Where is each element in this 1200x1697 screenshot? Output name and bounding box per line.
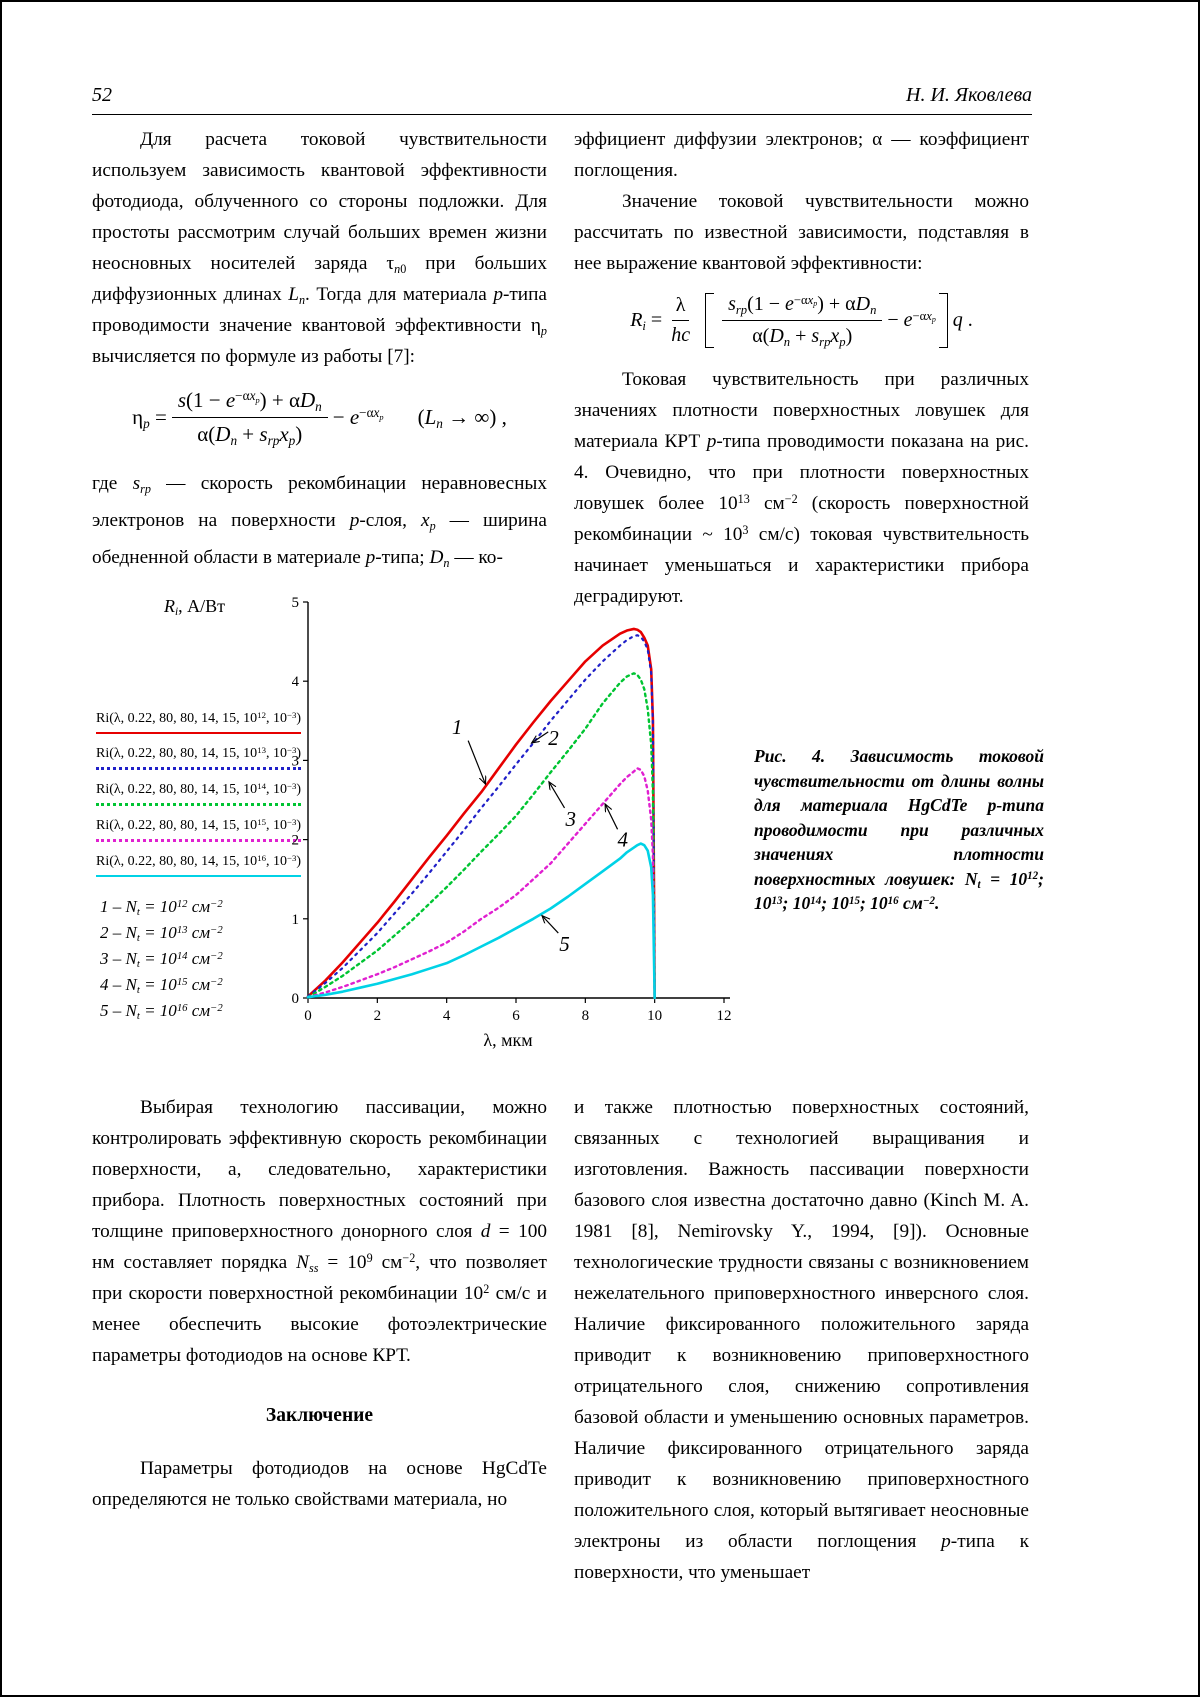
trace-label: $2 - N_t = 10^{13}$ $см^{-2}$ <box>100 923 223 945</box>
right-column-top <box>574 124 1029 612</box>
left-bracket <box>705 293 714 348</box>
annotation-arrow-5 <box>542 916 558 933</box>
svg-text:2: 2 <box>373 1008 382 1024</box>
formula-eta-tail: − $e^{-\alpha x_p}$ <box>332 405 384 429</box>
legend-trace-name: Ri(λ, 0.22, 80, 80, 14, 15, $10^{12}$, $10^{-3}$) <box>96 709 302 726</box>
legend-line-sample <box>96 767 301 770</box>
curve-label-5: 5 <box>559 932 570 957</box>
right-column-bottom <box>574 1092 1029 1588</box>
figure-4 <box>92 594 1042 1082</box>
svg-text:1: 1 <box>292 911 299 928</box>
trace-label: $5 - N_t = 10^{16}$ $см^{-2}$ <box>100 1001 223 1023</box>
formula-quantum-efficiency <box>92 388 547 447</box>
legend-line-sample <box>96 839 301 842</box>
formula-eta-condition: ($L_n$ → ∞) , <box>417 405 507 431</box>
legend-line-sample <box>96 803 301 806</box>
svg-text:3: 3 <box>292 753 299 770</box>
left-column-top <box>92 124 547 576</box>
annotation-arrow-4 <box>605 804 617 829</box>
fraction-numerator: $s_{rp}(1 - e^{-\alpha x_p}) + \alpha D_n$ <box>722 293 882 321</box>
formula-ri-coefficient <box>667 294 694 347</box>
figure-caption: Рис. 4. Зависимость токовой чувствительности от длины волны для материала HgCdTe p-типа проводимости при различных значениях плотности поверхностных ловушек: $N_t = 10^{12}$; $10^{13}$; $10^{14}$; $10^{15}$; $10^{16}$ $см^{-2}$. <box>754 746 1044 913</box>
chart-legend <box>96 710 301 888</box>
svg-text:8: 8 <box>581 1008 590 1024</box>
paragraph-responsivity-discussion: Токовая чувствительность при различных значениях плотности поверхностных ловушек для материала КРТ p-типа проводимости показана на рис. 4. Очевидно, что при плотности поверхностных ловушек более $10^{13}$ $см^{-2}$ (скорость поверхностной рекомбинации ~ $10^3$ см/с) токовая чувствительность начинает уменьшаться и характеристики прибора деградируют. <box>574 369 1029 607</box>
legend-trace-name: Ri(λ, 0.22, 80, 80, 14, 15, $10^{15}$, $10^{-3}$) <box>96 816 302 833</box>
legend-entry <box>96 817 301 842</box>
paragraph-definitions: где $s_{rp}$ — скорость рекомбинации неравновесных электронов на поверхности p-слоя, $x_p$ — ширина обедненной области в материале p-типа; $D_n$ — ко- <box>92 473 547 570</box>
page-header <box>92 84 1032 107</box>
annotation-arrow-1 <box>468 741 485 785</box>
right-bracket <box>939 293 948 348</box>
legend-entry <box>96 745 301 770</box>
legend-entry <box>96 710 301 734</box>
svg-text:12: 12 <box>716 1008 732 1024</box>
formula-responsivity <box>574 293 1029 348</box>
author-name: Н. И. Яковлева <box>906 84 1032 106</box>
formula-eta-fraction <box>172 388 328 447</box>
series-5 <box>308 844 655 998</box>
paragraph-conclusion: Параметры фотодиодов на основе HgCdTe определяются не только свойствами материала, но <box>92 1458 547 1510</box>
fraction-numerator: $s(1 - e^{-\alpha x_p}) + \alpha D_n$ <box>172 388 328 418</box>
curve-label-3: 3 <box>565 807 577 832</box>
paragraph-intro: Для расчета токовой чувствительности используем зависимость квантовой эффективности фотодиода, облученного со стороны подложки. Для простоты рассмотрим случай больших времен жизни неосновных носителей заряда $\tau_{n0}$ при больших диффузионных длинах $L_n$. Тогда для материала p-типа проводимости значение квантовой эффективности $\eta_p$ вычисляется по формуле из работы [7]: <box>92 129 547 367</box>
formula-eta-lhs: $\eta_p$ = <box>132 405 167 431</box>
conclusion-heading: Заключение <box>265 1405 374 1426</box>
formula-ri-rhs: q . <box>952 309 973 331</box>
curve-label-2: 2 <box>548 726 559 751</box>
trace-label: $4 - N_t = 10^{15}$ $см^{-2}$ <box>100 975 223 997</box>
paragraph-definitions-continued: эффициент диффузии электронов; α — коэффициент поглощения. <box>574 129 1029 181</box>
formula-ri-fraction <box>722 293 882 348</box>
curve-label-4: 4 <box>617 827 629 852</box>
svg-text:4: 4 <box>292 674 299 691</box>
paragraph-responsivity-intro: Значение токовой чувствительности можно рассчитать по известной зависимости, подставляя в нее выражение квантовой эффективности: <box>574 191 1029 274</box>
svg-text:5: 5 <box>292 595 299 611</box>
responsivity-plot <box>292 594 737 1036</box>
legend-entry <box>96 853 301 877</box>
fraction-numerator: λ <box>672 294 690 321</box>
svg-text:0: 0 <box>292 991 299 1007</box>
paragraph-passivation: Выбирая технологию пассивации, можно контролировать эффективную скорость рекомбинации поверхности, а, следовательно, характеристики прибора. Плотность поверхностных состояний при толщине приповерхностного донорного слоя d = 100 нм составляет порядка $N_{ss} = 10^9$ $см^{-2}$, что позволяет при скорости поверхностной рекомбинации $10^2$ см/с и менее обеспечить высокие фотоэлектрические параметры фотодиодов на основе КРТ. <box>92 1097 548 1366</box>
legend-trace-name: Ri(λ, 0.22, 80, 80, 14, 15, $10^{14}$, $10^{-3}$) <box>96 780 302 797</box>
svg-text:0: 0 <box>304 1008 312 1024</box>
fraction-denominator: $\alpha(D_n + s_{rp}x_p)$ <box>197 422 303 448</box>
page-number: 52 <box>92 84 112 106</box>
fraction-denominator: hc <box>671 324 691 346</box>
legend-trace-name: Ri(λ, 0.22, 80, 80, 14, 15, $10^{13}$, $10^{-3}$) <box>96 744 302 761</box>
trace-label-list <box>100 894 223 1024</box>
svg-text:4: 4 <box>442 1008 451 1024</box>
paragraph-conclusion-continued: и также плотностью поверхностных состояний, связанных с технологией выращивания и изготовления. Важность пассивации поверхности базового слоя известна достаточно давно (Kinch M. A. 1981 [8], Nemirovsky Y., 1994, [9]). Основные технологические трудности связаны с возникновением нежелательного приповерхностного инверсного слоя. Наличие фиксированного положительного заряда приводит к возникновению приповерхностного отрицательного слоя, снижению сопротивления базовой области и уменьшению основных параметров. Наличие фиксированного отрицательного заряда приводит к возникновению приповерхностного положительного слоя, который вытягивает неосновные электроны из области поглощения p-типа к поверхности, что уменьшает <box>574 1097 1030 1583</box>
trace-label: $3 - N_t = 10^{14}$ $см^{-2}$ <box>100 949 223 971</box>
formula-ri-tail: − $e^{-\alpha x_p}$ <box>887 308 936 331</box>
series-1 <box>308 629 655 998</box>
svg-text:6: 6 <box>512 1008 520 1024</box>
legend-line-sample <box>96 875 301 877</box>
formula-ri-lhs: $R_i$ = <box>630 309 663 333</box>
curve-label-1: 1 <box>451 715 463 740</box>
header-rule <box>92 114 1032 115</box>
legend-entry <box>96 781 301 806</box>
x-axis-label: λ, мкм <box>483 1030 533 1050</box>
svg-text:10: 10 <box>647 1008 663 1024</box>
legend-trace-name: Ri(λ, 0.22, 80, 80, 14, 15, $10^{16}$, $10^{-3}$) <box>96 852 302 869</box>
annotation-arrow-3 <box>549 782 565 808</box>
trace-label: $1 - N_t = 10^{12}$ $см^{-2}$ <box>100 897 223 919</box>
left-column-bottom <box>92 1092 547 1515</box>
y-axis-label: $R_i$, А/Вт <box>164 596 226 619</box>
fraction-denominator: $\alpha(D_n + s_{rp}x_p)$ <box>752 325 853 349</box>
legend-line-sample <box>96 732 301 734</box>
svg-text:2: 2 <box>292 832 299 849</box>
